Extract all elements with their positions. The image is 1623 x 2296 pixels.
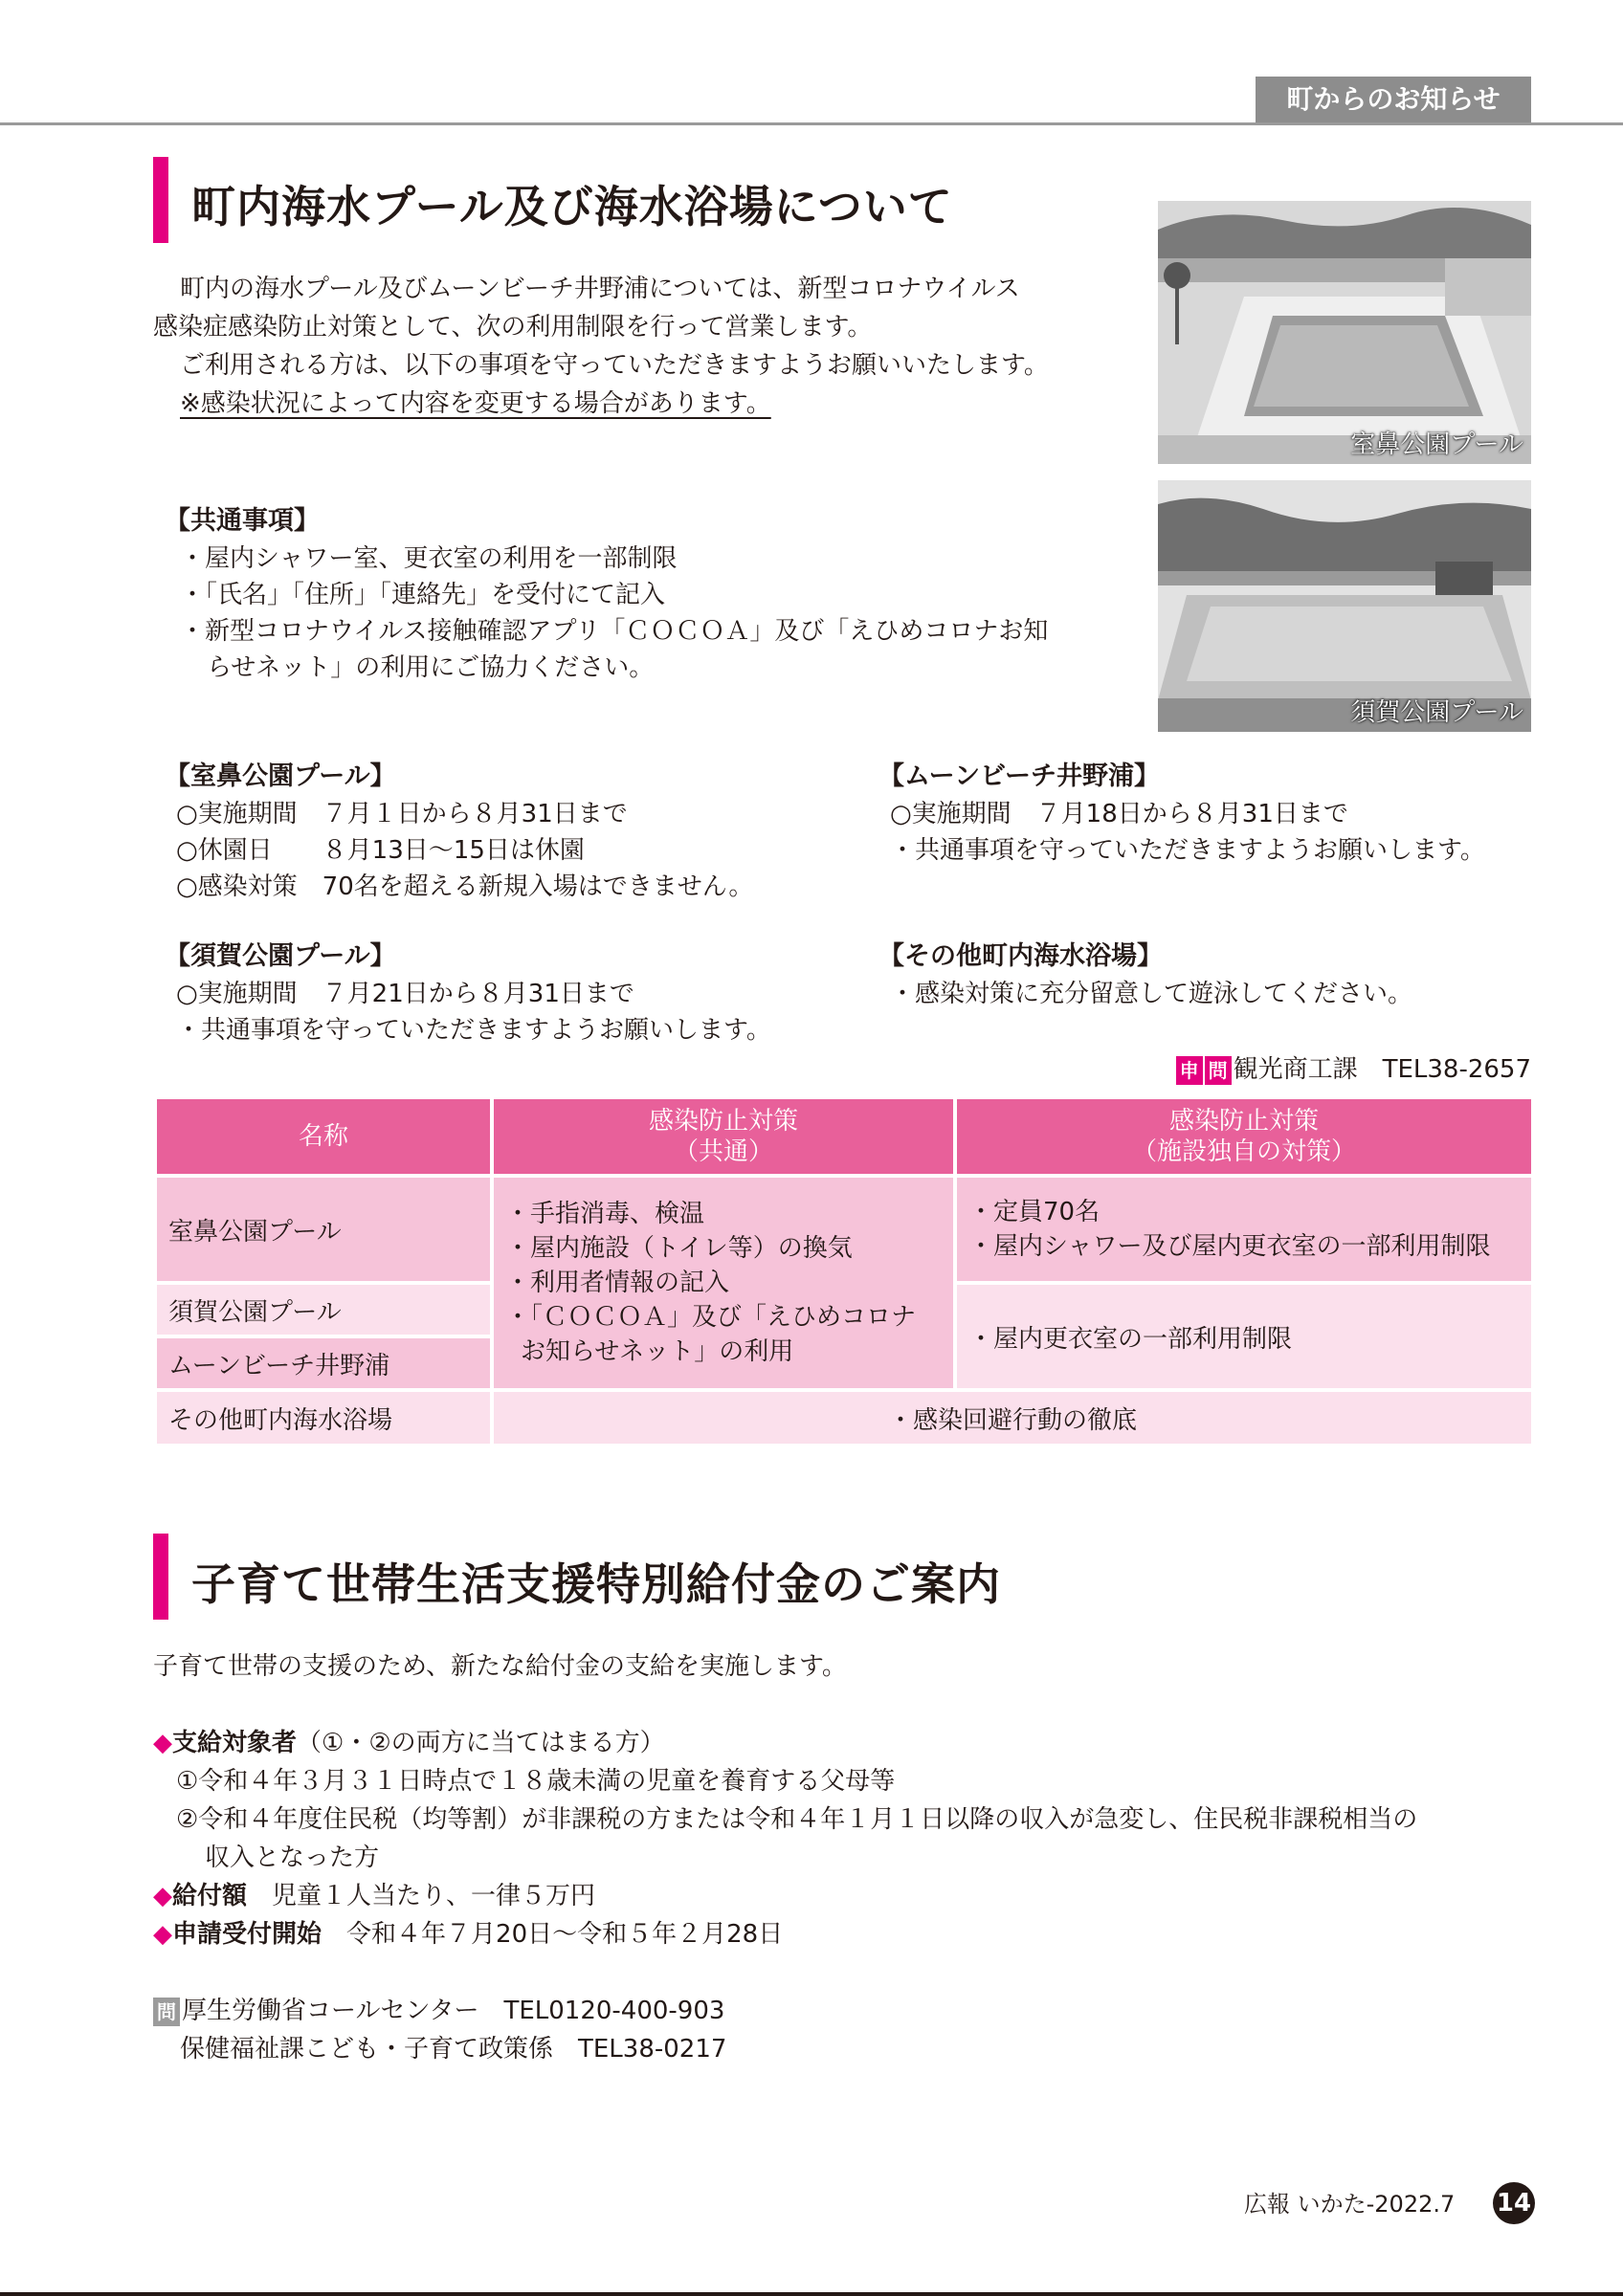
article2-title: 子育て世帯生活支援特別給付金のご案内: [191, 1558, 1001, 1610]
muronohana-section: [165, 758, 753, 905]
photo-caption: 室鼻公園プール: [1350, 430, 1523, 459]
diamond-icon: ◆: [153, 1729, 172, 1757]
contact-text: 観光商工課 TEL38-2657: [1233, 1055, 1531, 1084]
muronohana-item: ○休園日 ８月13日～15日は休園: [176, 836, 585, 865]
moonbeach-item: ○実施期間 ７月18日から８月31日まで: [890, 800, 1348, 828]
common-section: [165, 502, 1141, 686]
row-name-muronohana: 室鼻公園プール: [155, 1176, 492, 1283]
article2-body: [153, 1647, 1417, 2068]
row-name-others: その他町内海水浴場: [155, 1390, 492, 1446]
moonbeach-title: 【ムーンビーチ井野浦】: [878, 762, 1161, 791]
period-line: [153, 1915, 1417, 1954]
target-item: ②令和４年度住民税（均等割）が非課税の方または令和４年１月１日以降の収入が急変し、住民税非課税相当の: [176, 1805, 1418, 1834]
intro-line: 感染症感染防止対策として、次の利用制限を行って営業します。: [153, 313, 873, 342]
target-label: 支給対象者: [172, 1729, 298, 1757]
header-name: 名称: [155, 1097, 492, 1176]
period-label: 申請受付開始: [172, 1920, 322, 1949]
article1-intro: [153, 270, 1129, 423]
others-measures-cell: ・感染回避行動の徹底: [492, 1390, 1533, 1446]
common-item: ・「氏名」「住所」「連絡先」を受付にて記入: [180, 581, 666, 609]
article1-contact: [1176, 1052, 1531, 1087]
heading-bar: [153, 1534, 168, 1620]
row-name-moonbeach: ムーンビーチ井野浦: [155, 1336, 492, 1390]
intro-line: ご利用される方は、以下の事項を守っていただきますようお願いいたします。: [180, 351, 1049, 380]
common-item: ・新型コロナウイルス接触確認アプリ「ＣＯＣＯＡ」及び「えひめコロナお知: [180, 617, 1049, 646]
common-measures-cell: ・手指消毒、検温 ・屋内施設（トイレ等）の換気 ・利用者情報の記入 ・「ＣＯＣＯＡ」及び「えひめコロナ お知らせネット」の利用: [492, 1176, 955, 1390]
article2-contact: [153, 1992, 1417, 2030]
header-own: 感染防止対策 （施設独自の対策）: [955, 1097, 1533, 1176]
common-item: ・屋内シャワー室、更衣室の利用を一部制限: [180, 544, 678, 573]
amount-text: 児童１人当たり、一律５万円: [272, 1882, 596, 1910]
common-item: らせネット」の利用にご協力ください。: [207, 653, 655, 682]
diamond-icon: ◆: [153, 1882, 172, 1910]
header-common: 感染防止対策 （共通）: [492, 1097, 955, 1176]
row-name-suka: 須賀公園プール: [155, 1283, 492, 1336]
muronohana-title: 【室鼻公園プール】: [165, 762, 396, 791]
intro-line: 町内の海水プール及びムーンビーチ井野浦については、新型コロナウイルス: [180, 275, 1020, 303]
top-rule: [0, 122, 1623, 125]
publication-name: 広報 いかた-2022.7: [1244, 2191, 1456, 2218]
section-tab: 町からのお知らせ: [1256, 77, 1531, 122]
suka-section: [165, 938, 771, 1049]
others-item: ・感染対策に充分留意して遊泳してください。: [890, 980, 1413, 1008]
target-item: 収入となった方: [205, 1843, 380, 1872]
intro-note: ※感染状況によって内容を変更する場合があります。: [180, 389, 771, 418]
target-item: ①令和４年３月３１日時点で１８歳未満の児童を養育する父母等: [176, 1767, 896, 1796]
contact-line: 厚生労働省コールセンター TEL0120-400-903: [182, 1997, 725, 2025]
inquiry-tag: 問: [153, 1998, 180, 2026]
muronohana-item: ○感染対策 70名を超える新規入場はできません。: [176, 872, 754, 901]
suka-item: ・共通事項を守っていただきますようお願いします。: [176, 1016, 771, 1045]
target-line: [153, 1724, 1417, 1762]
target-note: （①・②の両方に当てはまる方）: [297, 1729, 665, 1757]
amount-line: [153, 1877, 1417, 1915]
contact-line: 保健福祉課こども・子育て政策係 TEL38-0217: [180, 2035, 727, 2064]
diamond-icon: ◆: [153, 1920, 172, 1949]
inquiry-tag: 問: [1205, 1056, 1232, 1085]
article2-intro: 子育て世帯の支援のため、新たな給付金の支給を実施します。: [153, 1652, 847, 1681]
photo-caption: 須賀公園プール: [1350, 698, 1523, 727]
photo-suka-pool: [1158, 480, 1531, 732]
moonbeach-section: [878, 758, 1485, 869]
page-number: 14: [1493, 2182, 1535, 2224]
own-measures-muronohana: ・定員70名 ・屋内シャワー及び屋内更衣室の一部利用制限: [955, 1176, 1533, 1283]
moonbeach-item: ・共通事項を守っていただきますようお願いします。: [890, 836, 1485, 865]
apply-tag: 申: [1176, 1056, 1203, 1085]
own-measures-suka-moonbeach: ・屋内更衣室の一部利用制限: [955, 1283, 1533, 1390]
suka-title: 【須賀公園プール】: [165, 941, 396, 971]
article1-title: 町内海水プール及び海水浴場について: [191, 181, 953, 232]
bottom-rule: [0, 2292, 1623, 2296]
amount-label: 給付額: [172, 1882, 248, 1910]
heading-bar: [153, 157, 168, 243]
measures-table: [153, 1095, 1535, 1447]
suka-item: ○実施期間 ７月21日から８月31日まで: [176, 980, 634, 1008]
photo-muronohana-pool: [1158, 201, 1531, 464]
muronohana-item: ○実施期間 ７月１日から８月31日まで: [176, 800, 628, 828]
others-section: [878, 938, 1412, 1012]
common-title: 【共通事項】: [165, 506, 320, 536]
others-title: 【その他町内海水浴場】: [878, 941, 1163, 971]
period-text: 令和４年７月20日～令和５年２月28日: [346, 1920, 784, 1949]
